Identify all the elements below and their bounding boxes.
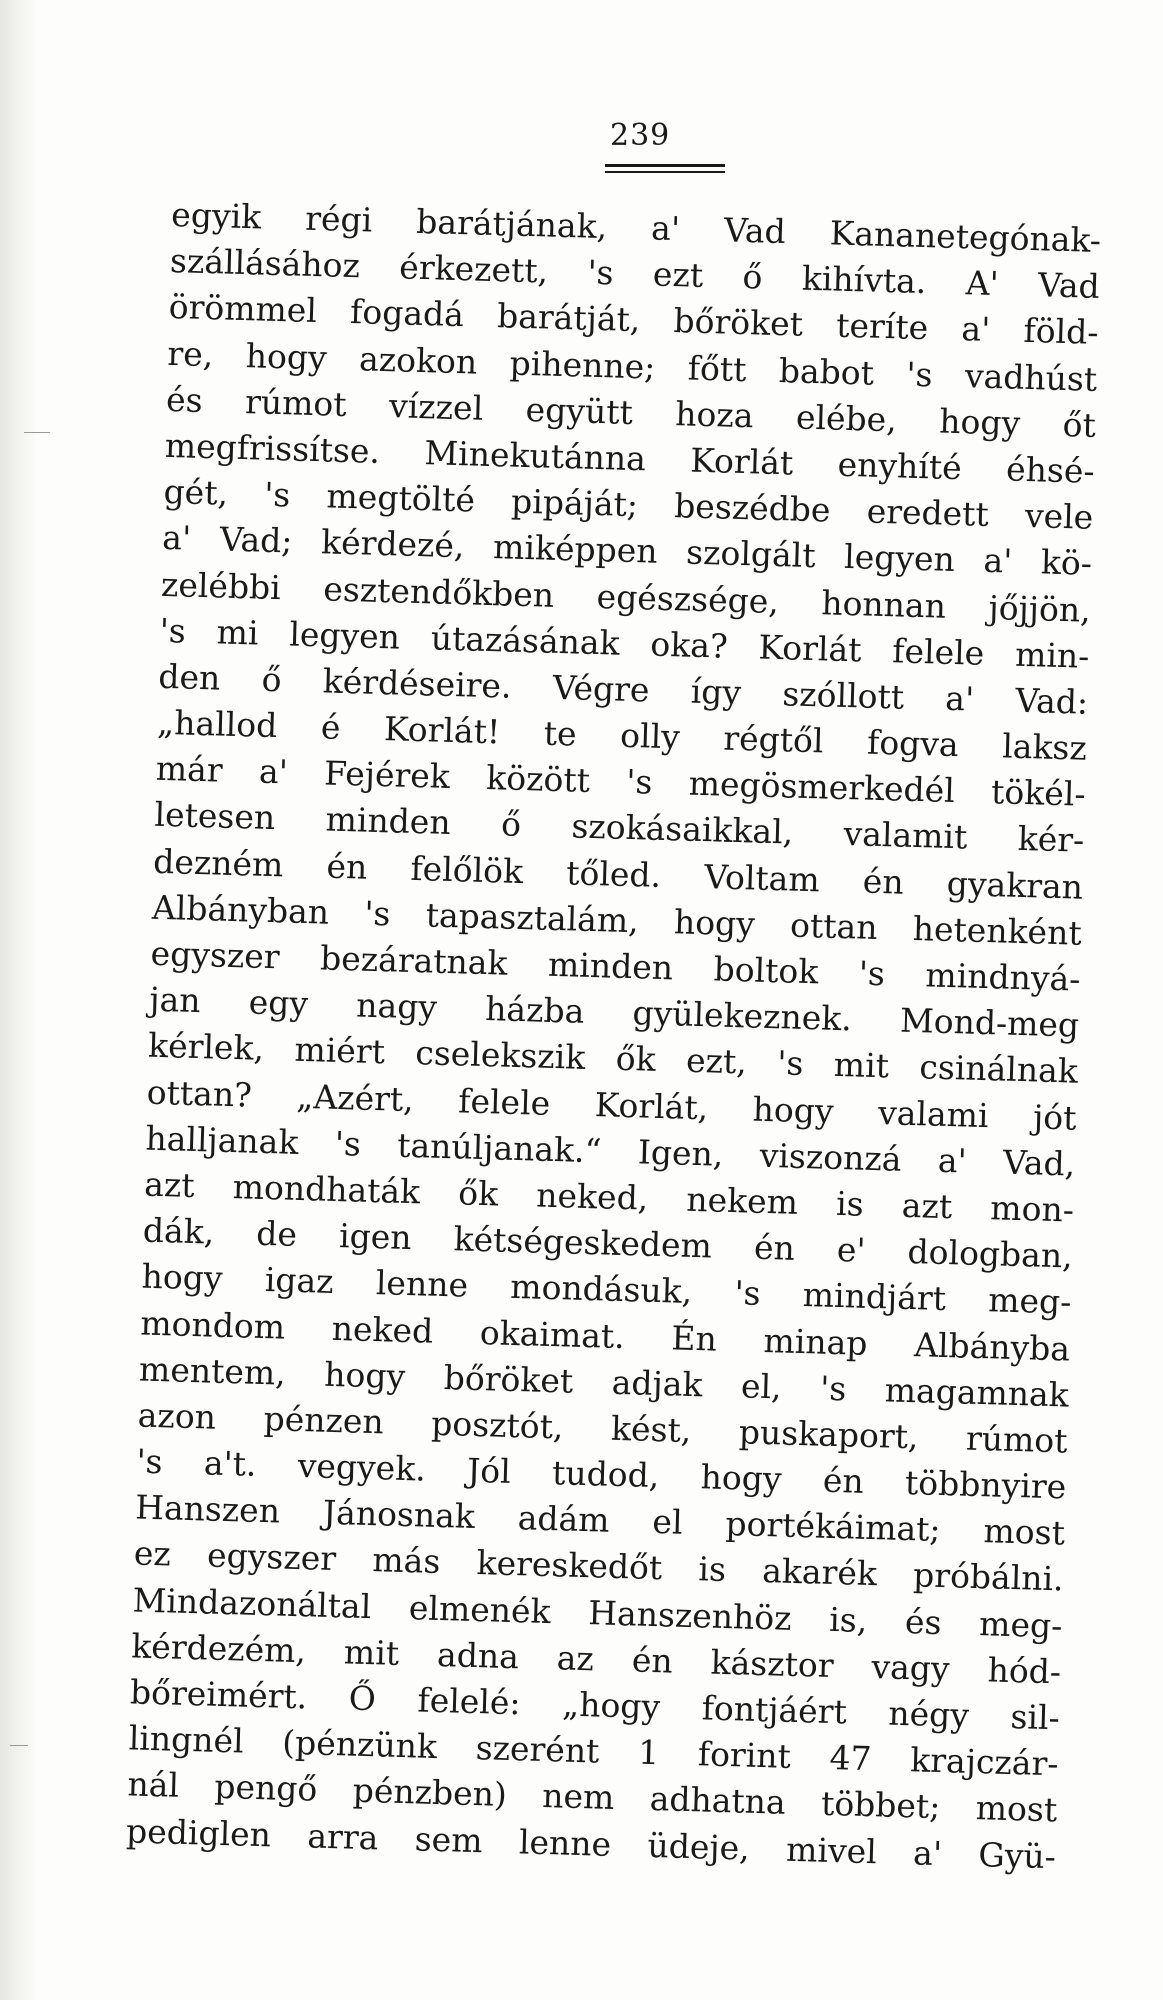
text-line: gét, 's megtölté pipáját; beszédbe eredett vele	[163, 472, 1094, 537]
text-line: lingnél (pénzünk szerént 1 forint 47 krajczár-	[128, 1718, 1059, 1784]
text-line: kérdezém, mit adna az én kásztor vagy hód-	[130, 1626, 1062, 1692]
text-line: azon pénzen posztót, kést, puskaport, rúmot	[137, 1395, 1069, 1461]
text-line: dák, de igen kétségeskedem én e' dologban,	[142, 1210, 1074, 1276]
text-line: dezném én felőlök tőled. Voltam én gyakran	[152, 841, 1084, 907]
text-line: Hanszen Jánosnak adám el portékáimat; most	[134, 1487, 1066, 1553]
header-rule	[605, 164, 725, 167]
text-line: nál pengő pénzben) nem adhatna többet; most	[126, 1764, 1058, 1830]
text-line: a' Vad; kérdezé, miképpen szolgált legyen a' kö-	[161, 518, 1093, 584]
text-line: mentem, hogy bőröket adjak el, 's magamnak	[138, 1349, 1070, 1415]
text-line: azt mondhaták ők neked, nekem is azt mon-	[143, 1164, 1075, 1230]
text-line: Albányban 's tapasztalám, hogy ottan hetenként	[151, 887, 1083, 953]
text-line: den ő kérdéseire. Végre így szóllott a' Vad:	[157, 656, 1089, 722]
text-line: 's mi legyen útazásának oka? Korlát felele min-	[159, 610, 1090, 676]
page-number: 239	[610, 118, 671, 153]
page-binding-edge	[0, 0, 38, 2000]
text-line: hogy igaz lenne mondásuk, 's mindjárt meg-	[141, 1256, 1072, 1322]
text-line: ez egyszer más kereskedőt is akarék próbálni.	[133, 1533, 1065, 1599]
text-line: egyszer bezáratnak minden boltok 's mindnyá-	[150, 933, 1081, 999]
margin-mark	[10, 1745, 28, 1746]
text-line: 's a't. vegyek. Jól tudod, hogy én többnyire	[136, 1441, 1067, 1507]
text-line: halljanak 's tanúljanak.“ Igen, viszonzá a' Vad,	[145, 1118, 1076, 1184]
text-line: megfrissítse. Minekutánna Korlát enyhíté éhsé-	[164, 425, 1096, 491]
text-line: már a' Fejérek között 's megösmerkedél tökél-	[155, 749, 1087, 814]
text-line: mondom neked okaimat. Én minap Albányba	[139, 1303, 1071, 1369]
header-rule	[605, 171, 725, 173]
text-line: zelébbi esztendőkben egészsége, honnan jőjjön,	[160, 564, 1092, 630]
text-line: szállásához érkezett, 's ezt ő kihívta. A' Vad	[169, 241, 1101, 307]
text-line: bőreimért. Ő felelé: „hogy fontjáért négy sil-	[129, 1672, 1061, 1738]
text-line: és rúmot vízzel együtt hoza elébe, hogy őt	[165, 379, 1097, 445]
text-line: kérlek, miért cselekszik ők ezt, 's mit csinálnak	[147, 1026, 1079, 1092]
text-line: jan egy nagy házba gyülekeznek. Mond-meg	[148, 979, 1080, 1045]
text-line: re, hogy azokon pihenne; főtt babot 's vadhúst	[166, 333, 1098, 399]
text-line: ottan? „Azért, felele Korlát, hogy valami jót	[146, 1072, 1078, 1138]
text-line: Mindazonáltal elmenék Hanszenhöz is, és meg-	[132, 1580, 1063, 1646]
text-line: „hallod é Korlát! te olly régtől fogva laksz	[156, 702, 1088, 768]
text-line: egyik régi barátjának, a' Vad Kananetegónak-	[170, 194, 1102, 260]
text-line: pediglen arra sem lenne üdeje, mivel a' Gyü-	[125, 1810, 1057, 1876]
text-line: letesen minden ő szokásaikkal, valamit kér-	[154, 795, 1085, 861]
body-text	[126, 192, 1102, 1880]
margin-mark	[24, 432, 50, 433]
text-line: örömmel fogadá barátját, bőröket teríte a' föld-	[168, 287, 1099, 353]
